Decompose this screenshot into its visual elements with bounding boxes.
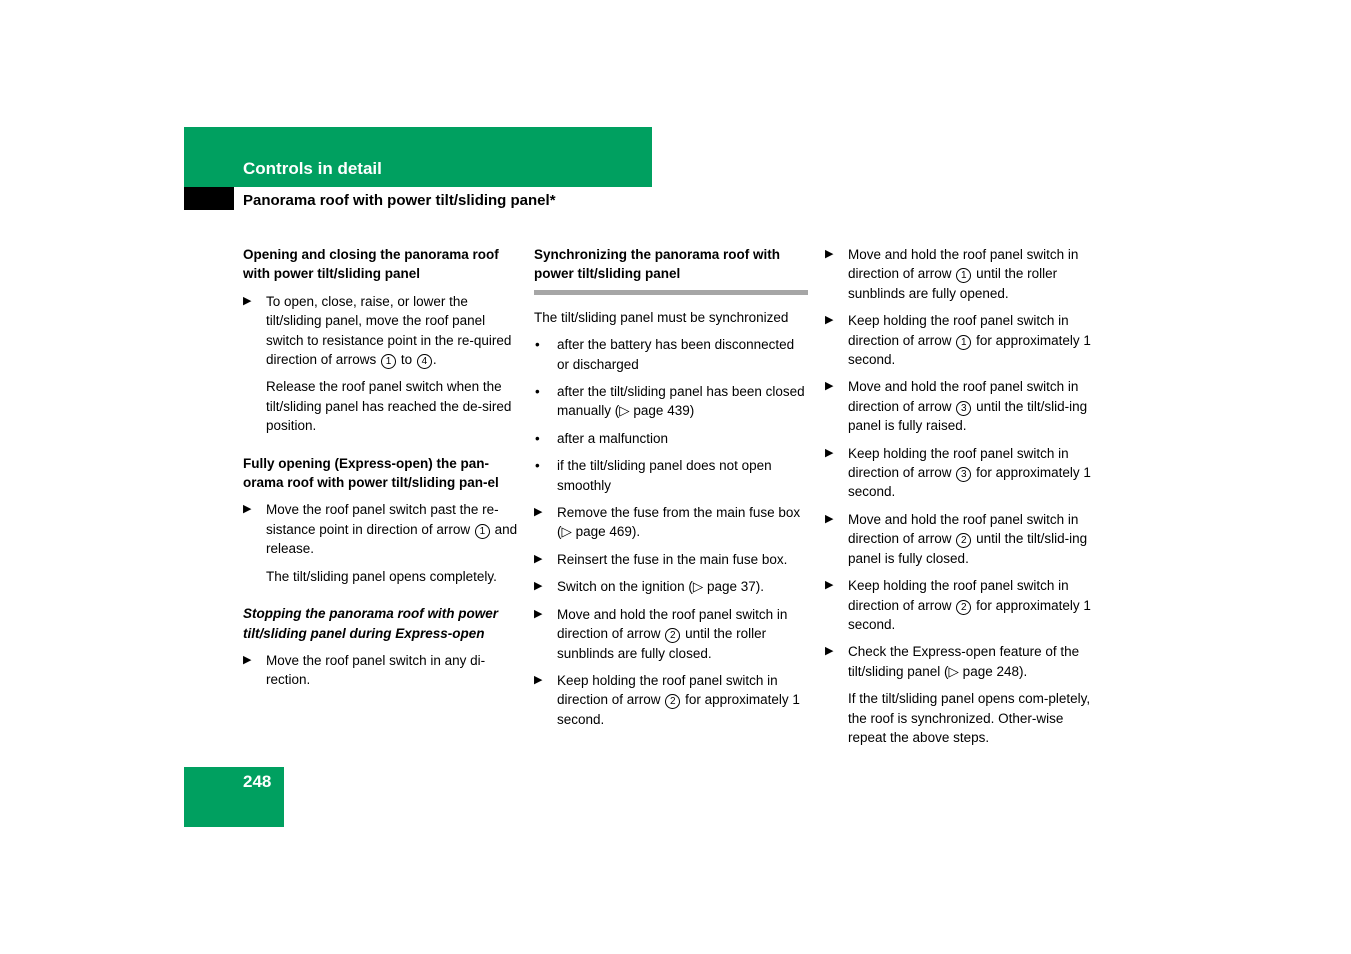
heading-rule [534,290,808,295]
step-item: ▶ Remove the fuse from the main fuse box (▷ page 469). [534,505,801,540]
page-number: 248 [243,772,272,791]
bullet-icon: • [535,337,540,353]
heading-synchronizing: Synchronizing the panorama roof with power tilt/sliding panel [534,247,781,282]
list-item: • after a malfunction [534,429,808,448]
step-item: ▶ Keep holding the roof panel switch in direction of arrow 1 for approximately 1 second. [825,313,1091,368]
step-item: ▶ Reinsert the fuse in the main fuse box. [534,550,808,569]
step-item: ▶ Move and hold the roof panel switch in direction of arrow 2 until the roller sunblinds are fully closed. [534,606,788,661]
step-item: ▶ Keep holding the roof panel switch in direction of arrow 2 for approximately 1 second. [534,672,800,727]
arrow-number-icon: 3 [956,467,971,482]
step-item: ▶ Keep holding the roof panel switch in direction of arrow 2 for approximately 1 second. [825,578,1091,632]
step-item: ▶ Move the roof panel switch past the re-sistance point in direction of arrow 1 and release. [243,502,518,557]
step-item: ▶ Move the roof panel switch in any di-rection. [243,652,486,688]
section-marker [184,187,234,210]
heading-express-open: Fully opening (Express-open) the pan-orama roof with power tilt/sliding pan-el [243,455,499,491]
step-arrow-icon: ▶ [825,512,834,525]
step-arrow-icon: ▶ [534,552,543,565]
column-middle [534,245,808,737]
note-text: If the tilt/sliding panel opens com-pletely, the roof is synchronized. Other-wise repeat the above steps. [848,691,1091,745]
arrow-number-icon: 1 [956,335,971,350]
arrow-number-icon: 4 [417,354,432,369]
heading-opening-closing: Opening and closing the panorama roof with power tilt/sliding panel [243,247,499,282]
intro-text: The tilt/sliding panel must be synchronized [534,309,789,325]
step-arrow-icon: ▶ [534,580,543,593]
note-text: The tilt/sliding panel opens completely. [266,568,497,584]
step-item: ▶ Switch on the ignition (▷ page 37). [534,577,808,596]
list-item: • after the battery has been disconnected or discharged [535,337,795,372]
step-arrow-icon: ▶ [243,653,252,666]
step-arrow-icon: ▶ [825,645,834,658]
step-arrow-icon: ▶ [825,579,834,592]
bullet-icon: • [535,430,540,446]
arrow-number-icon: 1 [956,268,971,283]
step-item: ▶ Check the Express-open feature of the tilt/sliding panel (▷ page 248). [825,644,1080,679]
arrow-number-icon: 1 [381,354,396,369]
arrow-number-icon: 2 [665,628,680,643]
arrow-number-icon: 1 [475,524,490,539]
bullet-icon: • [535,458,540,474]
heading-stopping: Stopping the panorama roof with power tilt/sliding panel during Express-open [243,606,498,641]
step-item: ▶ Move and hold the roof panel switch in direction of arrow 2 until the tilt/slid-ing panel is fully closed. [825,511,1088,566]
arrow-number-icon: 2 [956,600,971,615]
step-arrow-icon: ▶ [534,673,543,686]
step-arrow-icon: ▶ [243,294,252,307]
step-item: ▶ Move and hold the roof panel switch in direction of arrow 3 until the tilt/slid-ing panel is fully raised. [825,379,1088,434]
arrow-number-icon: 2 [956,533,971,548]
step-arrow-icon: ▶ [825,446,834,459]
step-item: ▶ Move and hold the roof panel switch in direction of arrow 1 until the roller sunblinds are fully opened. [825,247,1079,301]
step-arrow-icon: ▶ [243,503,252,516]
step-arrow-icon: ▶ [534,506,543,519]
arrow-number-icon: 2 [665,694,680,709]
arrow-number-icon: 3 [956,401,971,416]
list-item: • after the tilt/sliding panel has been closed manually (▷ page 439) [535,384,805,419]
step-arrow-icon: ▶ [825,314,834,327]
step-item: ▶ Keep holding the roof panel switch in direction of arrow 3 for approximately 1 second. [825,445,1091,500]
section-title: Controls in detail [243,159,382,178]
step-arrow-icon: ▶ [534,607,543,620]
bullet-icon: • [535,384,540,400]
step-arrow-icon: ▶ [825,380,834,393]
step-arrow-icon: ▶ [825,248,834,260]
note-text: Release the roof panel switch when the tilt/sliding panel has reached the de-sired position. [266,379,512,434]
column-right [825,245,1103,755]
list-item: • if the tilt/sliding panel does not open smoothly [535,458,772,493]
column-left [243,245,519,698]
step-item: ▶ To open, close, raise, or lower the tilt/sliding panel, move the roof panel switch to resistance point in the re-quired direction of arrows 1 to 4 . [243,293,512,368]
page-title: Panorama roof with power tilt/sliding panel* [243,192,556,209]
